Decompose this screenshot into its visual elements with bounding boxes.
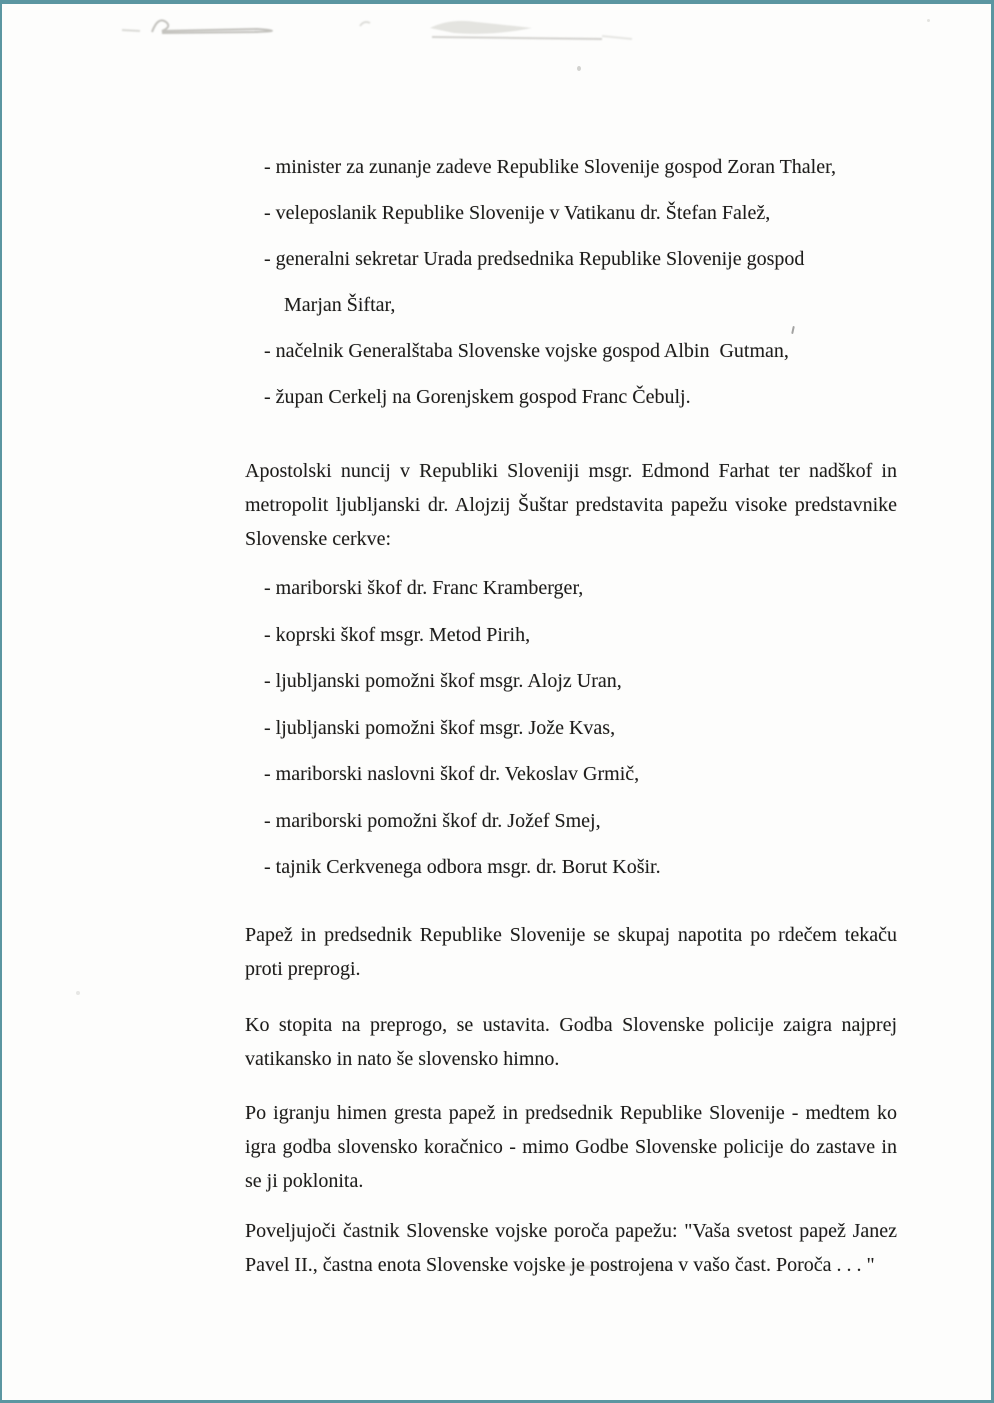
list-item: - mariborski pomožni škof dr. Jožef Smej, bbox=[264, 810, 601, 832]
list-item: - ljubljanski pomožni škof msgr. Jože Kvas, bbox=[264, 717, 616, 739]
paragraph: Po igranju himen gresta papež in predsednik Republike Slovenije - medtem ko igra godba slovensko koračnico - mimo Godbe Slovenske policije do zastave in se ji poklonita. bbox=[245, 1102, 897, 1192]
list-item: - načelnik Generalštaba Slovenske vojske gospod Albin Gutman, bbox=[264, 340, 789, 362]
list-item: - ljubljanski pomožni škof msgr. Alojz Uran, bbox=[264, 670, 622, 692]
list-item: - generalni sekretar Urada predsednika Republike Slovenije gospod bbox=[264, 248, 805, 270]
scan-smudge-top bbox=[2, 4, 994, 74]
scan-speck bbox=[577, 66, 581, 71]
paragraph: Ko stopita na preprogo, se ustavita. Godba Slovenske policije zaigra najprej vatikansko in nato še slovensko himno. bbox=[245, 1014, 897, 1070]
scan-speck bbox=[76, 991, 80, 995]
list-item: - tajnik Cerkvenega odbora msgr. dr. Borut Košir. bbox=[264, 856, 661, 878]
list-item: - mariborski naslovni škof dr. Vekoslav Grmič, bbox=[264, 763, 640, 785]
list-item: - mariborski škof dr. Franc Kramberger, bbox=[264, 577, 584, 599]
paragraph: Papež in predsednik Republike Slovenije se skupaj napotita po rdečem tekaču proti preprogi. bbox=[245, 924, 897, 980]
list-item: - minister za zunanje zadeve Republike Slovenije gospod Zoran Thaler, bbox=[264, 156, 836, 178]
paragraph: Poveljujoči častnik Slovenske vojske poroča papežu: "Vaša svetost papež Janez Pavel II., častna enota Slovenske vojske je postrojena v vašo čast. Poroča . . . " bbox=[245, 1220, 897, 1276]
page-body bbox=[2, 4, 991, 1400]
list-item-continuation: Marjan Šiftar, bbox=[284, 294, 396, 316]
stray-apostrophe-mark bbox=[791, 326, 795, 334]
list-item: - koprski škof msgr. Metod Pirih, bbox=[264, 624, 531, 646]
list-item: - veleposlanik Republike Slovenije v Vatikanu dr. Štefan Falež, bbox=[264, 202, 771, 224]
paragraph-church-intro: Apostolski nuncij v Republiki Sloveniji msgr. Edmond Farhat ter nadškof in metropolit ljubljanski dr. Alojzij Šuštar predstavita papežu visoke predstavnike Slovenske cerkve: bbox=[245, 460, 897, 550]
scan-speck bbox=[927, 19, 930, 22]
list-item: - župan Cerkelj na Gorenjskem gospod Franc Čebulj. bbox=[264, 386, 691, 408]
